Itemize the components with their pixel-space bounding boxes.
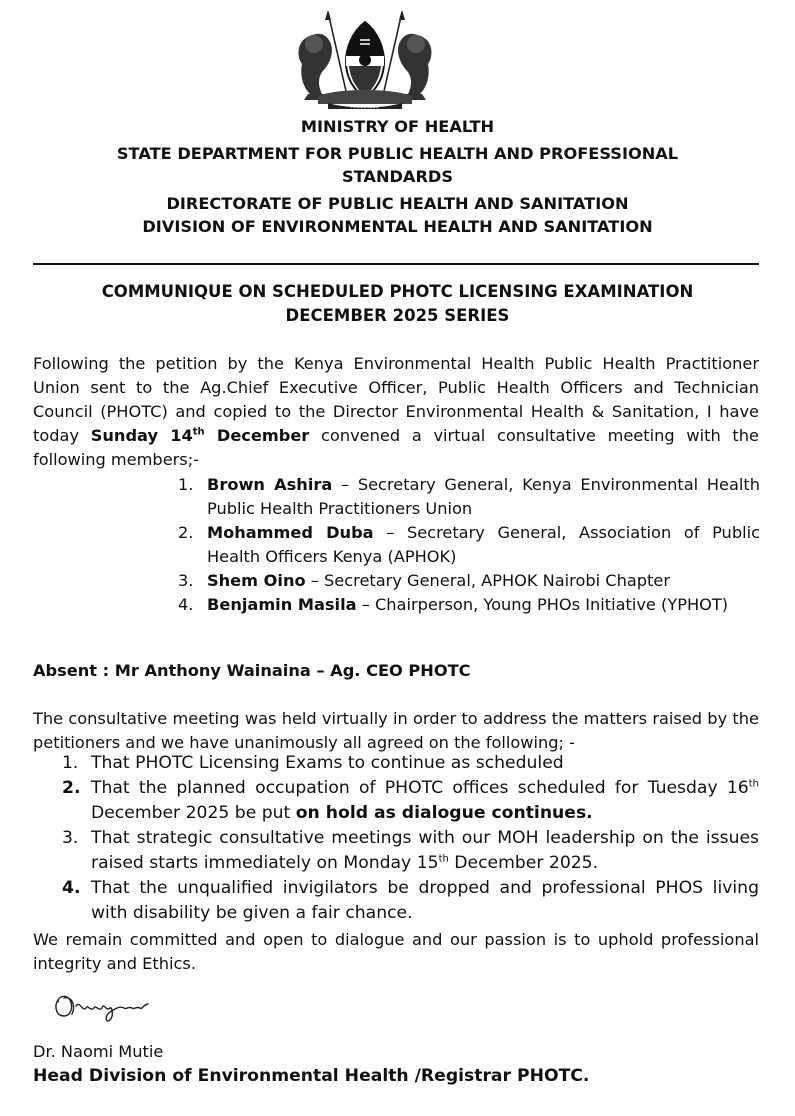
list-number: 2.: [62, 778, 81, 798]
division-heading: DIVISION OF ENVIRONMENTAL HEALTH AND SANITATION: [142, 217, 653, 236]
resolution-sup: th: [748, 778, 759, 790]
member-name: Mohammed Duba: [207, 523, 374, 542]
resolution-text: That the planned occupation of PHOTC offices scheduled for Tuesday 16: [91, 778, 749, 798]
member-name: Brown Ashira: [207, 475, 333, 494]
resolutions-list: [62, 751, 759, 926]
state-department-heading-line1: STATE DEPARTMENT FOR PUBLIC HEALTH AND PROFESSIONAL: [116, 144, 679, 163]
list-item: [178, 569, 760, 593]
resolution-text: That the unqualified invigilators be dropped and professional PHOS living with disability be given a fair chance.: [91, 878, 759, 923]
handwritten-signature: [52, 986, 156, 1024]
meeting-paragraph: The consultative meeting was held virtually in order to address the matters raised by the petitioners and we have unanimously all agreed on the following; -: [33, 709, 759, 752]
resolution-text: That PHOTC Licensing Exams to continue as scheduled: [91, 753, 564, 773]
intro-date-sup: th: [192, 426, 205, 438]
list-item: [178, 593, 760, 617]
list-number: 1.: [178, 475, 194, 494]
list-item: [62, 876, 759, 926]
list-number: 1.: [62, 753, 79, 773]
intro-text-after: convened a virtual consultative meeting with the following members;-: [33, 426, 760, 469]
title-line-1: COMMUNIQUE ON SCHEDULED PHOTC LICENSING EXAMINATION: [101, 282, 694, 301]
list-item: [62, 751, 759, 776]
list-number: 3.: [178, 571, 194, 590]
member-name: Benjamin Masila: [207, 595, 357, 614]
ministry-heading: MINISTRY OF HEALTH: [300, 117, 495, 136]
state-department-heading-line2: STANDARDS: [341, 167, 454, 186]
kenya-coat-of-arms-icon: [288, 8, 442, 110]
signatory-name: Dr. Naomi Mutie: [33, 1042, 164, 1061]
member-role: – Secretary General, APHOK Nairobi Chapter: [305, 571, 671, 590]
directorate-heading: DIRECTORATE OF PUBLIC HEALTH AND SANITATION: [166, 194, 629, 213]
members-list: [178, 473, 760, 617]
resolution-sup: th: [438, 853, 449, 865]
list-number: 2.: [178, 523, 194, 542]
intro-paragraph: [33, 352, 759, 472]
member-name: Shem Oino: [207, 571, 306, 590]
resolution-emphasis: on hold as dialogue continues.: [295, 803, 593, 823]
list-number: 3.: [62, 828, 79, 848]
resolution-text: December 2025 be put: [91, 803, 296, 823]
intro-date-day: Sunday 14: [90, 426, 193, 445]
title-line-2: DECEMBER 2025 SERIES: [285, 306, 510, 325]
intro-date-month: December: [204, 426, 310, 445]
member-role: – Secretary General, Kenya Environmental Health Public Health Practitioners Union: [207, 475, 760, 518]
header-divider: [33, 263, 759, 265]
closing-paragraph: We remain committed and open to dialogue and our passion is to uphold professional integrity and Ethics.: [33, 930, 759, 973]
member-role: – Chairperson, Young PHOs Initiative (YPHOT): [356, 595, 729, 614]
list-item: [178, 521, 760, 569]
list-item: [62, 826, 759, 876]
resolution-text: December 2025.: [448, 853, 599, 873]
svg-text:HARAMBEE: HARAMBEE: [351, 104, 379, 110]
member-role: – Secretary General, Association of Public Health Officers Kenya (APHOK): [207, 523, 760, 566]
communique-title: [20, 280, 775, 328]
signatory-title: Head Division of Environmental Health /Registrar PHOTC.: [33, 1066, 590, 1086]
list-number: 4.: [178, 595, 194, 614]
list-item: [62, 776, 759, 826]
list-item: [178, 473, 760, 521]
resolution-text: That strategic consultative meetings with our MOH leadership on the issues raised starts immediately on Monday 15: [91, 828, 759, 873]
absent-line: Absent : Mr Anthony Wainaina – Ag. CEO PHOTC: [33, 661, 471, 680]
list-number: 4.: [62, 878, 81, 898]
intro-text-before: Following the petition by the Kenya Environmental Health Public Health Practitioner Union sent to the Ag.Chief Executive Officer, Public Health Officers and Technician Council (PHOTC) and copied to the Director Environmental Health & Sanitation, I have today: [33, 354, 759, 445]
